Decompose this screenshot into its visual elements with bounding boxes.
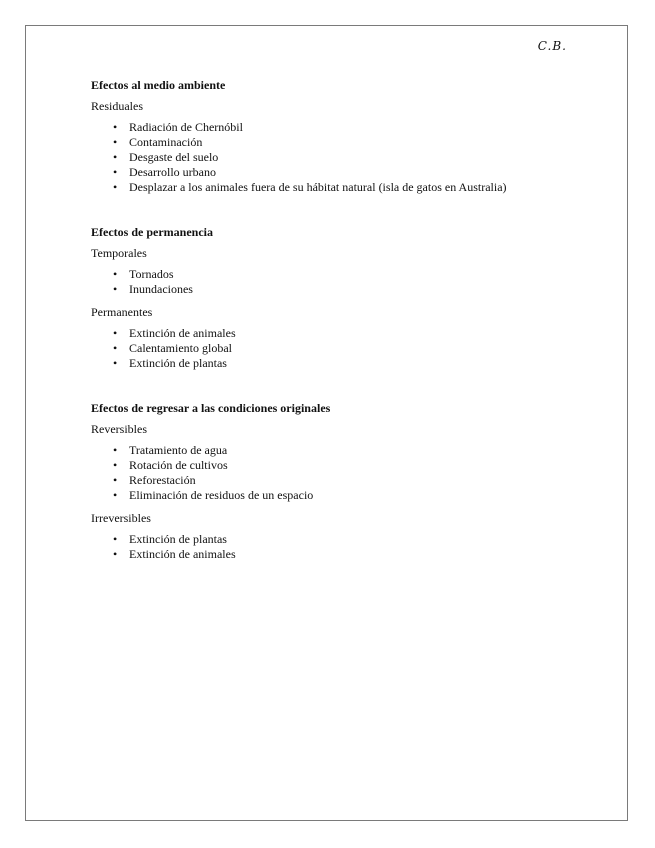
list-item: • Contaminación <box>129 135 561 150</box>
group-label: Temporales <box>91 246 147 260</box>
bullet-list <box>91 267 561 297</box>
list-item: • Reforestación <box>129 473 561 488</box>
section-reversal-effects <box>91 401 561 562</box>
bullet-list <box>91 443 561 503</box>
bullet-list <box>91 120 561 195</box>
list-item: • Extinción de animales <box>129 547 561 562</box>
author-initials: C.B. <box>537 39 567 53</box>
bullet-list <box>91 532 561 562</box>
section-environment-effects <box>91 78 561 195</box>
list-item: • Calentamiento global <box>129 341 561 356</box>
list-item: • Desplazar a los animales fuera de su hábitat natural (isla de gatos en Australia) <box>129 180 561 195</box>
list-item: • Extinción de animales <box>129 326 561 341</box>
list-item: • Radiación de Chernóbil <box>129 120 561 135</box>
list-item: • Tratamiento de agua <box>129 443 561 458</box>
list-item: • Desarrollo urbano <box>129 165 561 180</box>
list-item: • Tornados <box>129 267 561 282</box>
list-item: • Extinción de plantas <box>129 356 561 371</box>
list-item: • Eliminación de residuos de un espacio <box>129 488 561 503</box>
list-item: • Desgaste del suelo <box>129 150 561 165</box>
section-title: Efectos al medio ambiente <box>91 78 226 92</box>
list-item: • Extinción de plantas <box>129 532 561 547</box>
group-label: Permanentes <box>91 305 153 319</box>
document-body <box>91 78 561 570</box>
group-label: Reversibles <box>91 422 147 436</box>
section-title: Efectos de permanencia <box>91 225 213 239</box>
section-title: Efectos de regresar a las condiciones originales <box>91 401 331 415</box>
bullet-list <box>91 326 561 371</box>
group-label: Irreversibles <box>91 511 151 525</box>
list-item: • Inundaciones <box>129 282 561 297</box>
section-permanence-effects <box>91 225 561 371</box>
document-page <box>25 25 628 821</box>
list-item: • Rotación de cultivos <box>129 458 561 473</box>
group-label: Residuales <box>91 99 143 113</box>
